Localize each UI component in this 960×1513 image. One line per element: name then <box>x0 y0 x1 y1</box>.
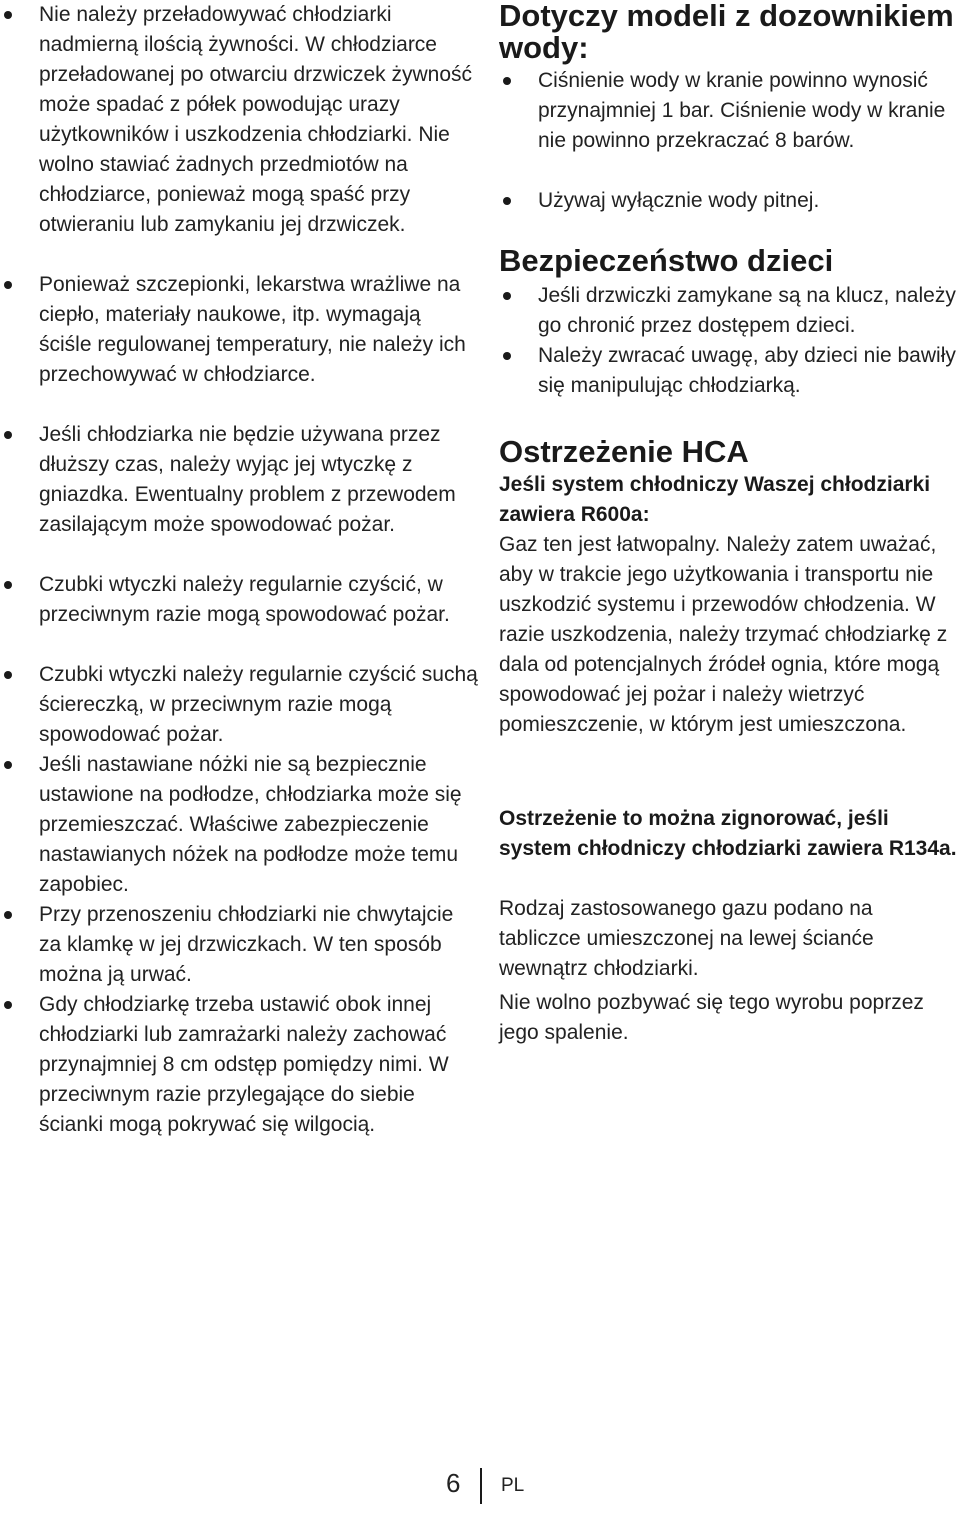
bullet-icon <box>503 197 511 205</box>
bullet-icon <box>4 431 12 439</box>
list-item <box>499 341 960 401</box>
list-item-text: Jeśli nastawiane nóżki nie są bezpiecznie ustawione na podłodze, chłodziarka może się przemieszczać. Właściwe zabezpieczenie nastawianych nóżek na podłodze może temu zapobiec. <box>39 753 462 896</box>
bullet-icon <box>4 281 12 289</box>
list-item-text: Czubki wtyczki należy regularnie czyścić suchą ściereczką, w przeciwnym razie mogą spowodować pożar. <box>39 663 478 746</box>
list-item-text: Używaj wyłącznie wody pitnej. <box>538 189 820 212</box>
list-item <box>0 660 478 750</box>
list-item-text: Jeśli chłodziarka nie będzie używana przez dłuższy czas, należy wyjąc jej wtyczkę z gniazdka. Ewentualny problem z przewodem zasilającym może spowodować pożar. <box>39 423 456 536</box>
list-item <box>0 990 478 1170</box>
list-item <box>0 750 478 900</box>
list-item-text: Należy zwracać uwagę, aby dzieci nie bawiły się manipulując chłodziarką. <box>538 344 956 397</box>
list-item-text: Przy przenoszeniu chłodziarki nie chwytajcie za klamkę w jej drzwiczkach. W ten sposób można ją urwać. <box>39 903 454 986</box>
language-code: PL <box>501 1475 525 1496</box>
bullet-icon <box>503 292 511 300</box>
hca-warning-heading: Ostrzeżenie HCA <box>499 434 749 469</box>
bullet-icon <box>4 11 12 19</box>
page-footer <box>0 1466 960 1506</box>
child-safety-list <box>499 281 960 401</box>
gas-type-text: Rodzaj zastosowanego gazu podano na tabliczce umieszczonej na lewej ścianće wewnątrz chłodziarki. <box>499 897 874 980</box>
bullet-icon <box>503 352 511 360</box>
bullet-icon <box>4 911 12 919</box>
list-item-text: Ciśnienie wody w kranie powinno wynosić przynajmniej 1 bar. Ciśnienie wody w kranie nie powinno przekraczać 8 barów. <box>538 69 946 152</box>
list-item <box>499 186 960 216</box>
water-dispenser-heading: Dotyczy modeli z dozownikiem wody: <box>499 0 954 65</box>
footer-divider <box>480 1468 482 1504</box>
page-number: 6 <box>446 1468 461 1498</box>
list-item <box>0 0 478 270</box>
no-burning-text: Nie wolno pozbywać się tego wyrobu poprzez jego spalenie. <box>499 991 924 1044</box>
list-item <box>0 270 478 420</box>
list-item <box>0 570 478 660</box>
r600a-text: Gaz ten jest łatwopalny. Należy zatem uważać, aby w trakcie jego użytkowania i transportu nie uszkodzić systemu i przewodów chłodzenia. W razie uszkodzenia, należy trzymać chłodziarkę z dala od potencjalnych źródeł ognia, które mogą spowodować jej pożar i należy wietrzyć pomieszczenie, w którym jest umieszczona. <box>499 533 948 736</box>
r600a-heading: Jeśli system chłodniczy Waszej chłodziarki zawiera R600a: <box>499 473 931 526</box>
water-dispenser-list <box>499 66 960 216</box>
list-item-text: Ponieważ szczepionki, lekarstwa wrażliwe na ciepło, materiały naukowe, itp. wymagają ściśle regulowanej temperatury, nie należy ich przechowywać w chłodziarce. <box>39 273 466 386</box>
bullet-icon <box>4 581 12 589</box>
list-item-text: Gdy chłodziarkę trzeba ustawić obok innej chłodziarki lub zamrażarki należy zachować przynajmniej 8 cm odstęp pomiędzy nimi. W przeciwnym razie przylegające do siebie ścianki mogą pokrywać się wilgocią. <box>39 993 449 1136</box>
bullet-icon <box>4 671 12 679</box>
list-item <box>0 900 478 990</box>
bullet-icon <box>4 1001 12 1009</box>
list-item-text: Czubki wtyczki należy regularnie czyścić, w przeciwnym razie mogą spowodować pożar. <box>39 573 450 626</box>
list-item <box>499 66 960 186</box>
bullet-icon <box>503 77 511 85</box>
safety-list <box>0 0 478 1170</box>
list-item-text: Jeśli drzwiczki zamykane są na klucz, należy go chronić przez dostępem dzieci. <box>538 284 956 337</box>
bullet-icon <box>4 761 12 769</box>
child-safety-heading: Bezpieczeństwo dzieci <box>499 243 834 278</box>
list-item <box>0 420 478 570</box>
list-item <box>499 281 960 341</box>
right-column <box>499 0 960 1048</box>
r134a-heading: Ostrzeżenie to można zignorować, jeśli system chłodniczy chłodziarki zawiera R134a. <box>499 807 957 860</box>
list-item-text: Nie należy przeładowywać chłodziarki nadmierną ilością żywności. W chłodziarce przeładowanej po otwarciu drzwiczek żywność może spadać z półek powodując urazy użytkowników i uszkodzenia chłodziarki. Nie wolno stawiać żadnych przedmiotów na chłodziarce, ponieważ mogą spaść przy otwieraniu lub zamykaniu jej drzwiczek. <box>39 3 473 236</box>
left-column <box>0 0 478 1170</box>
